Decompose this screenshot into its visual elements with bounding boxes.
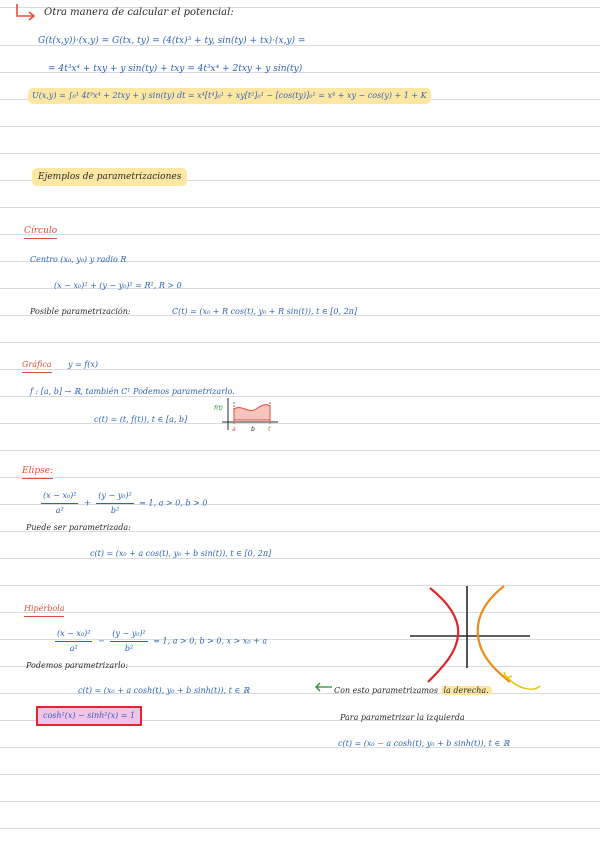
arrow-left-icon	[313, 681, 333, 693]
hyperbola-param: c(t) = (x₀ + a cosh(t), y₀ + b sinh(t)), t ∈ ℝ	[78, 686, 250, 695]
hyperbola-can-param: Podemos parametrizarlo:	[26, 661, 129, 670]
circle-param-label: Posible parametrización:	[30, 307, 131, 316]
left-branch-param	[338, 737, 509, 751]
circle-param: C(t) = (x₀ + R cos(t), y₀ + R sin(t)), t ∈ [0, 2π]	[172, 307, 358, 316]
ellipse-heading: Elipse:	[22, 464, 53, 479]
potential-line-1: G(t(x,y))·(x,y) = G(tx, ty) = (4(tx)³ + ty, sin(ty) + tx)·(x,y) =	[38, 36, 306, 46]
hyperbola-num2: (y − y₀)²	[110, 627, 147, 642]
right-branch	[478, 586, 510, 682]
graph-param: c(t) = (t, f(t)), t ∈ [a, b]	[94, 415, 188, 424]
graph-b-label: b	[251, 426, 255, 433]
circle-heading: Círculo	[24, 224, 57, 239]
note-header: Otra manera de calcular el potencial:	[44, 7, 234, 18]
ellipse-den1: a²	[55, 506, 64, 515]
arrow-note-text: Con esto parametrizamos	[334, 686, 438, 695]
circle-center: Centro (x₀, y₀) y radio R	[30, 255, 127, 264]
arrow-note-highlight: la derecha.	[441, 686, 492, 695]
hyperbola-minus: −	[98, 636, 105, 646]
ellipse-den2: b²	[110, 506, 120, 515]
left-param-start: c(t) = (x₀	[338, 739, 375, 748]
graph-ylabel: f(t)	[214, 405, 224, 412]
circle-equation: (x − x₀)² + (y − y₀)² = R², R > 0	[54, 281, 182, 290]
hyperbola-equation	[52, 627, 267, 656]
hyperbola-rhs: = 1, a > 0, b > 0, x > x₀ + a	[153, 636, 268, 646]
ellipse-num1: (x − x₀)²	[41, 489, 78, 504]
hyperbola-den1: a²	[69, 644, 78, 653]
graph-eq: y = f(x)	[68, 360, 99, 369]
section-title: Ejemplos de parametrizaciones	[32, 168, 187, 186]
left-param-end: a cosh(t), y₀ + b sinh(t)), t ∈ ℝ	[386, 739, 510, 748]
left-param-minus: −	[374, 739, 387, 748]
curved-arrow	[506, 676, 540, 689]
ellipse-param: c(t) = (x₀ + a cos(t), y₀ + b sin(t)), t ∈ [0, 2π]	[90, 549, 272, 558]
left-branch	[428, 588, 458, 682]
potential-result: U(x,y) = ∫₀¹ 4t³x⁴ + 2txy + y sin(ty) dt = x⁴[t⁴]₀¹ + xy[t²]₀¹ − [cos(ty)]₀¹ = x⁴ + xy − cos(y) + 1 + K	[28, 88, 431, 104]
left-branch-label: Para parametrizar la izquierda	[340, 713, 465, 722]
hyperbola-num1: (x − x₀)²	[55, 627, 92, 642]
graph-sketch	[212, 394, 282, 436]
graph-a-label: a	[232, 426, 236, 433]
hook-arrow-icon	[13, 2, 39, 22]
graph-heading: Gráfica	[22, 358, 52, 373]
graph-curve	[234, 405, 270, 420]
hyperbola-sketch	[400, 578, 560, 702]
ellipse-rhs: = 1, a > 0, b > 0	[139, 498, 208, 508]
graph-text: f : [a, b] → ℝ, también C¹ Podemos parametrizarlo.	[30, 387, 235, 396]
graph-t-label: t	[268, 426, 271, 433]
hyperbola-den2: b²	[124, 644, 134, 653]
potential-line-2: = 4t³x⁴ + txy + y sin(ty) + txy = 4t³x⁴ + 2txy + y sin(ty)	[48, 64, 303, 74]
hyperbola-heading: Hipérbola	[24, 602, 64, 617]
ellipse-equation	[38, 489, 207, 518]
ellipse-can-be: Puede ser parametrizada:	[26, 523, 131, 532]
ellipse-num2: (y − y₀)²	[96, 489, 133, 504]
cosh-sinh-identity: cosh²(x) − sinh²(x) = 1	[36, 706, 142, 726]
ellipse-plus: +	[84, 498, 91, 508]
